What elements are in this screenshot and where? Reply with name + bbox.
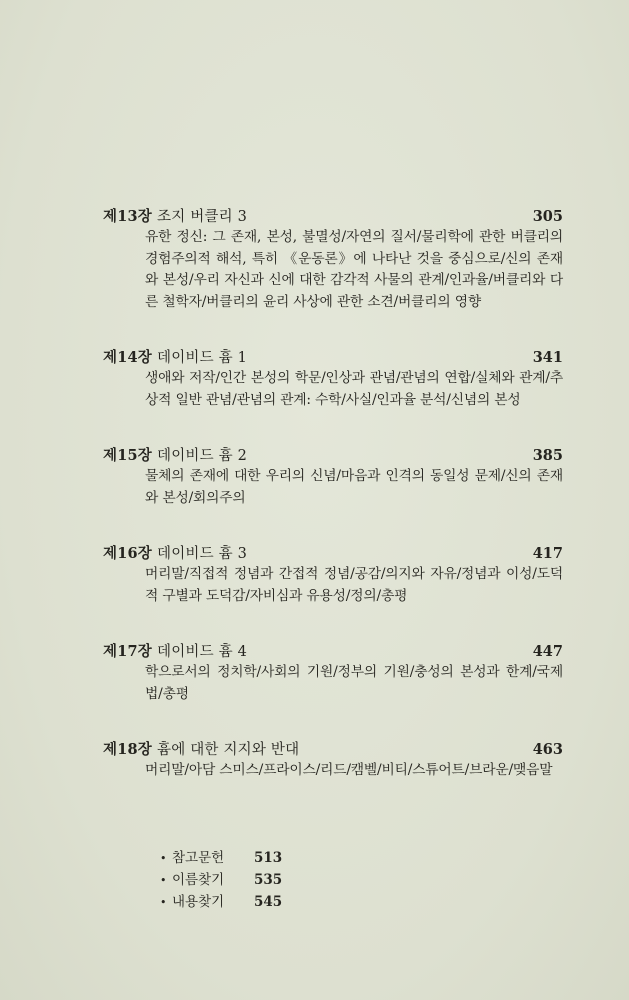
chapter-subsections: 머리말/아담 스미스/프라이스/리드/캠벨/비티/스튜어트/브라운/맺음말 xyxy=(145,762,553,778)
chapter-title: 조지 버클리 3 xyxy=(157,209,248,225)
bullet-icon: • xyxy=(160,896,167,909)
bullet-icon: • xyxy=(160,874,167,887)
chapter-title: 데이비드 흄 3 xyxy=(157,546,248,562)
chapter-title: 데이비드 흄 2 xyxy=(157,448,248,464)
chapter-page-number: 417 xyxy=(532,545,563,562)
toc-chapter-14 xyxy=(103,346,563,411)
toc-chapter-18 xyxy=(103,738,563,782)
toc-chapter-15 xyxy=(103,444,563,509)
chapter-heading xyxy=(103,542,563,564)
chapter-page-number: 341 xyxy=(532,349,563,366)
chapter-subsections: 물체의 존재에 대한 우리의 신념/마음과 인격의 동일성 문제/신의 존재와 본성/회의주의 xyxy=(145,468,563,506)
bullet-icon: • xyxy=(160,852,167,865)
toc-chapter-13 xyxy=(103,205,563,313)
chapter-number: 제14장 xyxy=(103,349,152,366)
index-label: 참고문헌 xyxy=(172,850,225,866)
index-page-number: 513 xyxy=(254,850,283,866)
chapter-number: 제16장 xyxy=(103,545,152,562)
chapter-heading xyxy=(103,640,563,662)
index-item-bibliography xyxy=(160,846,282,868)
chapter-number: 제15장 xyxy=(103,447,152,464)
chapter-page-number: 385 xyxy=(532,447,563,464)
chapter-subsections: 생애와 저작/인간 본성의 학문/인상과 관념/관념의 연합/실체와 관계/추상적 일반 관념/관념의 관계: 수학/사실/인과율 분석/신념의 본성 xyxy=(145,370,563,408)
chapter-number: 제13장 xyxy=(103,208,152,225)
chapter-page-number: 447 xyxy=(532,643,563,660)
index-page-number: 545 xyxy=(254,894,283,910)
chapter-heading xyxy=(103,346,563,368)
chapter-heading xyxy=(103,205,563,227)
chapter-title: 데이비드 흄 1 xyxy=(157,350,248,366)
index-page-number: 535 xyxy=(254,872,283,888)
chapter-subsections: 학으로서의 정치학/사회의 기원/정부의 기원/충성의 본성과 한계/국제법/총평 xyxy=(145,664,563,702)
chapter-heading xyxy=(103,444,563,466)
index-item-subject-index xyxy=(160,890,282,912)
index-label: 내용찾기 xyxy=(172,894,225,910)
table-of-contents xyxy=(103,205,563,815)
chapter-title: 흄에 대한 지지와 반대 xyxy=(157,742,300,758)
chapter-number: 제17장 xyxy=(103,643,152,660)
chapter-title: 데이비드 흄 4 xyxy=(157,644,248,660)
chapter-heading xyxy=(103,738,563,760)
index-item-name-index xyxy=(160,868,282,890)
toc-chapter-17 xyxy=(103,640,563,705)
index-label: 이름찾기 xyxy=(172,872,225,888)
back-matter-list xyxy=(160,846,282,912)
chapter-page-number: 305 xyxy=(532,208,563,225)
chapter-page-number: 463 xyxy=(532,741,563,758)
chapter-subsections: 머리말/직접적 정념과 간접적 정념/공감/의지와 자유/정념과 이성/도덕적 구별과 도덕감/자비심과 유용성/정의/총평 xyxy=(145,566,563,604)
chapter-subsections: 유한 정신: 그 존재, 본성, 불멸성/자연의 질서/물리학에 관한 버클리의 경험주의적 해석, 특히 《운동론》에 나타난 것을 중심으로/신의 존재와 본성/우리 자신과 신에 대한 감각적 사물의 관계/인과율/버클리와 다른 철학자/버클리의 윤리 사상에 관한 소견/버클리의 영향 xyxy=(145,229,563,310)
toc-chapter-16 xyxy=(103,542,563,607)
chapter-number: 제18장 xyxy=(103,741,152,758)
